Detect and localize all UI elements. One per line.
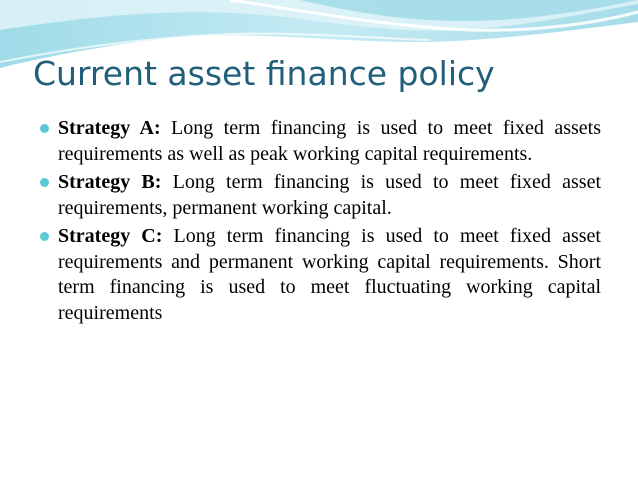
bullet-strategy-c [40, 224, 601, 326]
bullet-dot-icon [40, 124, 49, 133]
slide-title: Current asset finance policy [33, 54, 495, 93]
bullet-strategy-b [40, 170, 601, 221]
strategy-label: Strategy B: [58, 171, 173, 193]
bullet-list [40, 116, 601, 329]
strategy-text: Long term financing is used to meet fixed assets requirements as well as peak working capital requirements. [58, 117, 601, 165]
bullet-dot-icon [40, 178, 49, 187]
bullet-dot-icon [40, 232, 49, 241]
strategy-text: Long term financing is used to meet fixed asset requirements and permanent working capital requirements. Short term financing is used to meet fluctuating working capital requirements [58, 225, 601, 324]
strategy-label: Strategy C: [58, 225, 174, 247]
strategy-label: Strategy A: [58, 117, 172, 139]
strategy-text: Long term financing is used to meet fixed asset requirements, permanent working capital. [58, 171, 601, 219]
bullet-strategy-a [40, 116, 601, 167]
